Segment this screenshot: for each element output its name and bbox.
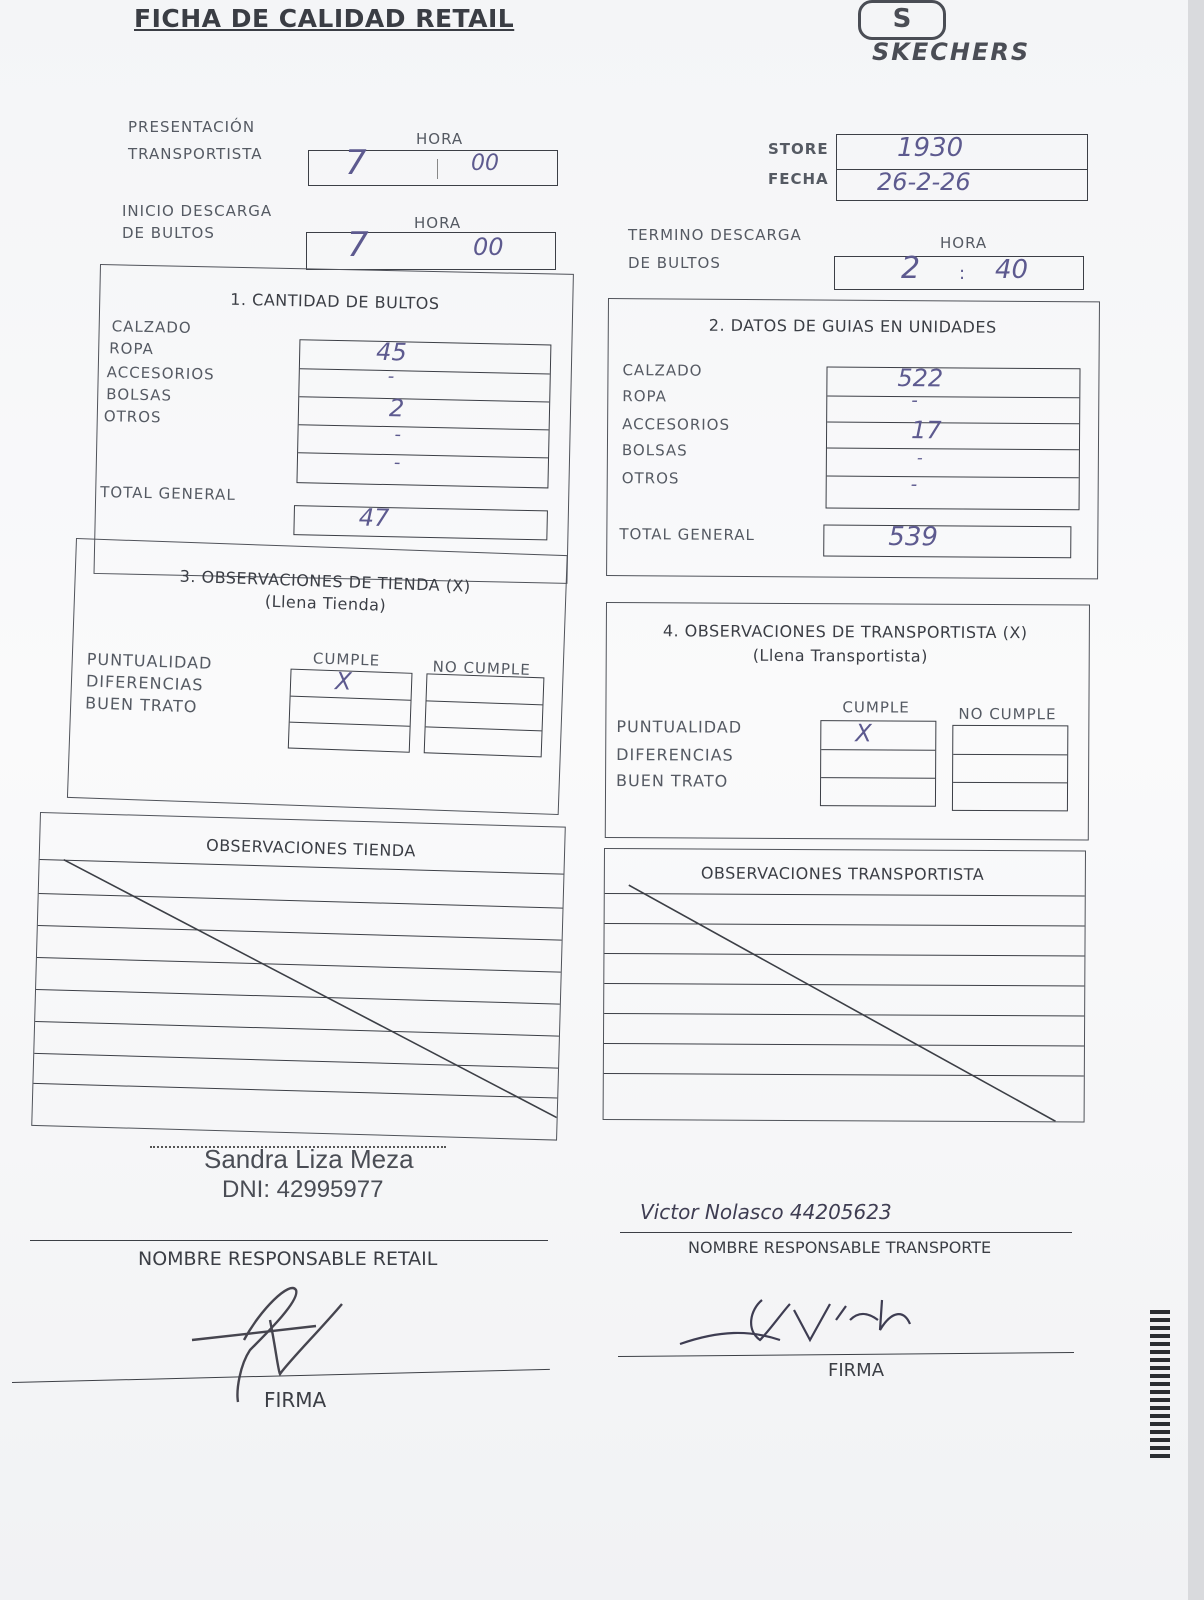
time-separator <box>437 159 438 179</box>
section-2-title: 2. DATOS DE GUIAS EN UNIDADES <box>708 315 997 337</box>
s1-label-otros: OTROS <box>103 407 162 427</box>
s1-value-accesorios: 2 <box>388 394 405 423</box>
section-1-title: 1. CANTIDAD DE BULTOS <box>230 289 440 314</box>
inicio-hour: 7 <box>347 225 369 265</box>
s4-mark-puntualidad: X <box>855 719 872 748</box>
s2-value-accesorios: 17 <box>910 416 942 445</box>
section-4-subtitle: (Llena Transportista) <box>752 645 928 666</box>
s1-values-table[interactable] <box>296 339 551 488</box>
s1-value-ropa: - <box>387 366 395 388</box>
stamp-name: Sandra Liza Meza <box>204 1144 414 1174</box>
fecha-value: 26-2-26 <box>877 168 971 196</box>
termino-minutes: 40 <box>995 255 1029 285</box>
s3-col-cumple: CUMPLE <box>312 649 381 670</box>
s2-total-label: TOTAL GENERAL <box>619 525 756 545</box>
s2-value-otros: - <box>910 474 918 496</box>
s2-label-otros: OTROS <box>621 469 680 488</box>
termino-label-2: DE BULTOS <box>628 254 721 272</box>
presentation-hour: 7 <box>345 143 367 183</box>
s1-label-accesorios: ACCESORIOS <box>106 363 215 384</box>
s4-cumple-checkboxes[interactable] <box>820 720 936 807</box>
inicio-label-2: DE BULTOS <box>122 224 215 242</box>
retail-name-line <box>30 1240 548 1241</box>
skechers-logo-icon: S <box>858 0 946 40</box>
s4-col-no-cumple: NO CUMPLE <box>958 704 1057 724</box>
s1-total-value: 47 <box>358 503 390 533</box>
s3-cumple-checkboxes[interactable] <box>288 669 413 753</box>
s3-label-puntualidad: PUNTUALIDAD <box>86 649 213 673</box>
inicio-minutes: 00 <box>473 233 504 261</box>
retail-name-label: NOMBRE RESPONSABLE RETAIL <box>138 1248 438 1270</box>
stamp-dni: DNI: 42995977 <box>222 1176 384 1203</box>
s1-total-label: TOTAL GENERAL <box>100 483 236 504</box>
termino-hour: 2 <box>901 251 921 286</box>
presentation-minutes: 00 <box>471 151 499 176</box>
s1-value-bolsas: - <box>394 424 402 446</box>
page-edge <box>1188 0 1204 1600</box>
form-title: FICHA DE CALIDAD RETAIL <box>134 4 515 33</box>
s2-value-bolsas: - <box>916 448 923 468</box>
retail-firma-label: FIRMA <box>264 1388 327 1412</box>
qr-code-icon <box>1150 1310 1170 1460</box>
s3-mark-puntualidad: X <box>334 667 353 696</box>
section-1-panel <box>94 264 574 584</box>
s2-values-table[interactable] <box>826 364 1081 511</box>
section-4-panel <box>605 602 1090 841</box>
obs-transportista-title: OBSERVACIONES TRANSPORTISTA <box>700 863 985 884</box>
obs-tienda-title: OBSERVACIONES TIENDA <box>205 835 417 861</box>
section-3-title: 3. OBSERVACIONES DE TIENDA (X) <box>179 566 472 596</box>
termino-hora-label: HORA <box>940 234 988 252</box>
strike-line <box>32 813 565 1140</box>
time-colon: : <box>959 263 966 284</box>
presentation-label-1: PRESENTACIÓN <box>128 118 256 136</box>
section-4-title: 4. OBSERVACIONES DE TRANSPORTISTA (X) <box>662 621 1028 643</box>
transport-name-handwritten: Victor Nolasco 44205623 <box>640 1200 892 1224</box>
fecha-field[interactable] <box>836 168 1088 201</box>
s2-label-bolsas: BOLSAS <box>621 441 688 460</box>
s4-label-buen-trato: BUEN TRATO <box>616 771 729 791</box>
s4-label-puntualidad: PUNTUALIDAD <box>616 717 743 737</box>
s2-label-calzado: CALZADO <box>622 361 703 380</box>
s1-label-ropa: ROPA <box>109 339 154 359</box>
s1-value-otros: - <box>393 452 401 474</box>
strike-line <box>604 849 1085 1122</box>
store-field[interactable] <box>836 134 1088 170</box>
s3-no-cumple-checkboxes[interactable] <box>424 673 545 757</box>
s1-label-calzado: CALZADO <box>111 317 192 337</box>
s3-label-buen-trato: BUEN TRATO <box>84 693 198 717</box>
obs-transportista-panel[interactable] <box>603 848 1086 1123</box>
transport-name-line <box>620 1232 1072 1233</box>
s3-col-no-cumple: NO CUMPLE <box>432 657 532 679</box>
store-value: 1930 <box>897 133 964 163</box>
s2-label-accesorios: ACCESORIOS <box>622 415 731 434</box>
section-3-panel <box>67 538 568 815</box>
fecha-label: FECHA <box>768 170 829 188</box>
brand-name: SKECHERS <box>872 38 1031 66</box>
s1-value-calzado: 45 <box>375 337 408 367</box>
inicio-hora-label: HORA <box>414 214 462 232</box>
s2-value-ropa: - <box>911 390 918 412</box>
s4-no-cumple-checkboxes[interactable] <box>952 725 1068 812</box>
inicio-label-1: INICIO DESCARGA <box>122 202 273 220</box>
s2-total-field[interactable] <box>823 521 1071 559</box>
s1-total-field[interactable] <box>293 505 548 540</box>
presentation-hora-label: HORA <box>416 130 464 148</box>
termino-label-1: TERMINO DESCARGA <box>628 226 802 244</box>
section-2-panel <box>606 298 1100 579</box>
s2-value-calzado: 522 <box>897 364 944 393</box>
section-3-subtitle: (Llena Tienda) <box>264 591 387 615</box>
s2-total-value: 539 <box>888 521 939 553</box>
transport-firma-label: FIRMA <box>828 1360 885 1381</box>
presentation-label-2: TRANSPORTISTA <box>128 145 263 163</box>
inicio-hour-field[interactable] <box>306 225 556 270</box>
obs-tienda-panel[interactable] <box>31 812 566 1141</box>
s4-col-cumple: CUMPLE <box>842 698 910 717</box>
termino-hour-field[interactable] <box>834 251 1084 290</box>
presentation-hour-field[interactable] <box>308 143 558 186</box>
store-label: STORE <box>768 140 829 158</box>
s1-label-bolsas: BOLSAS <box>106 385 173 405</box>
transport-name-label: NOMBRE RESPONSABLE TRANSPORTE <box>688 1238 992 1257</box>
s3-label-diferencias: DIFERENCIAS <box>85 671 204 695</box>
s2-label-ropa: ROPA <box>622 387 667 406</box>
s4-label-diferencias: DIFERENCIAS <box>616 745 734 765</box>
